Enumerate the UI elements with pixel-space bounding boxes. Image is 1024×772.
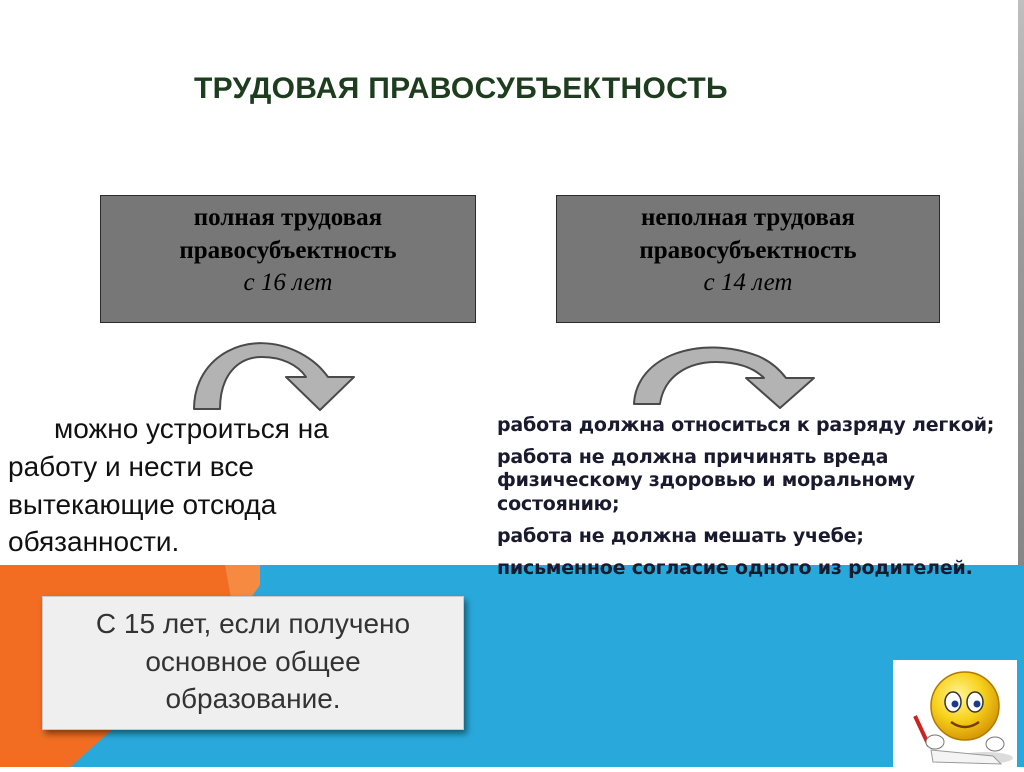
partial-capacity-box (556, 195, 940, 323)
page-title: ТРУДОВАЯ ПРАВОСУБЪЕКТНОСТЬ (194, 72, 728, 105)
description-line: обязанности. (8, 526, 180, 558)
condition-item: письменное согласие одного из родителей. (497, 556, 973, 579)
partial-capacity-line1: неполная трудовая (641, 204, 855, 231)
full-capacity-line2: правосубъектность (179, 236, 397, 264)
note-line: основное общее (145, 645, 361, 677)
curved-arrow-icon (630, 340, 820, 410)
full-capacity-age: с 16 лет (243, 269, 333, 296)
note-line: образование. (165, 683, 341, 715)
condition-item: работа не должна причинять вреда физическому здоровью и моральному состоянию; (497, 446, 915, 515)
description-line: работу и нести все (8, 450, 254, 482)
full-capacity-box (100, 195, 476, 323)
smiley-writing-card (893, 660, 1017, 767)
full-capacity-line1: полная трудовая (193, 204, 383, 231)
condition-item: работа не должна мешать учебе; (497, 524, 864, 547)
description-line: вытекающие отсюда (8, 488, 277, 520)
partial-capacity-age: с 14 лет (703, 269, 793, 296)
partial-capacity-line2: правосубъектность (639, 236, 857, 264)
full-capacity-description (8, 410, 368, 561)
age-15-note (42, 596, 464, 730)
curved-arrow-icon (190, 335, 360, 413)
description-line: можно устроиться на (54, 413, 329, 444)
note-line: С 15 лет, если получено (95, 608, 411, 639)
smiley-writing-icon (893, 660, 1017, 767)
condition-item: работа должна относиться к разряду легкой; (497, 414, 995, 436)
conditions-list (497, 414, 1017, 589)
